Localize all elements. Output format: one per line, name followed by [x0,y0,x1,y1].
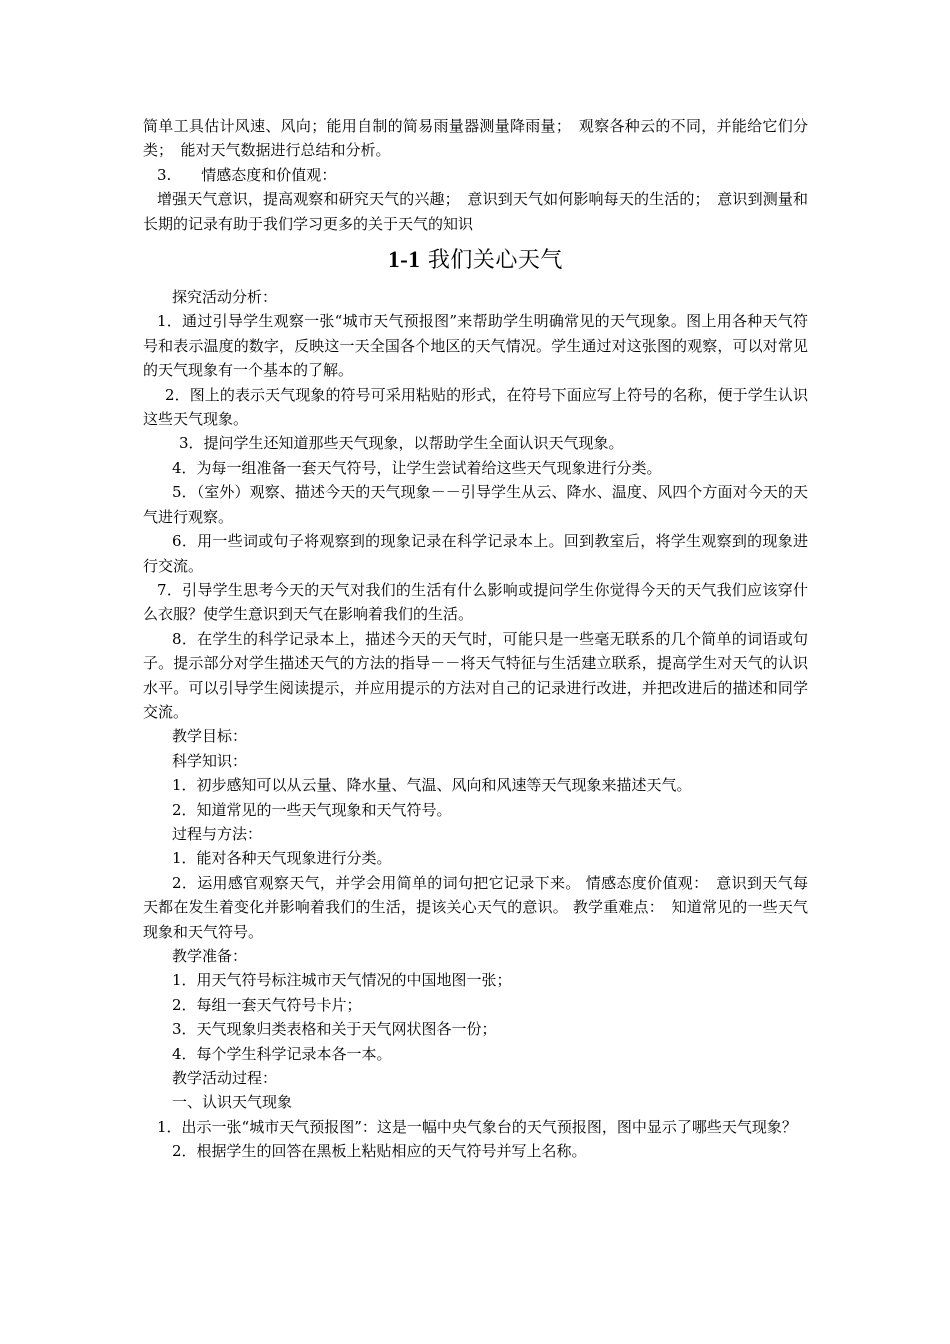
section-title [143,242,808,279]
prep-item: 4．每个学生科学记录本各一本。 [172,1044,392,1063]
process-method-heading: 过程与方法： [172,824,263,843]
knowledge-item: 1．初步感知可以从云量、降水量、气温、风向和风速等天气现象来描述天气。 [172,776,692,795]
knowledge-item: 2．知道常见的一些天气现象和天气符号。 [172,800,452,819]
analysis-item: 5．（室外）观察、描述今天的天气现象－－引导学生从云、降水、温度、风四个方面对今天的天气进行观察。 [143,483,808,526]
analysis-item: 6．用一些词或句子将观察到的现象记录在科学记录本上。回到教室后，将学生观察到的现象进行交流。 [143,532,808,575]
intro-item-3: 3. 情感态度和价值观： [157,165,337,184]
analysis-heading: 探究活动分析： [172,288,278,307]
activity-heading: 教学活动过程： [172,1069,278,1088]
prep-item: 2．每组一套天气符号卡片； [172,995,362,1014]
analysis-item: 1．通过引导学生观察一张“城市天气预报图”来帮助学生明确常见的天气现象。图上用各种天气符号和表示温度的数字，反映这一天全国各个地区的天气情况。学生通过对这张图的观察，可以对常见的天气现象有一个基本的了解。 [143,312,808,380]
analysis-item: 7．引导学生思考今天的天气对我们的生活有什么影响或提问学生你觉得今天的天气我们应该穿什么衣服？使学生意识到天气在影响着我们的生活。 [143,580,808,624]
knowledge-heading: 科学知识： [172,751,248,770]
section-number: 1-1 [388,247,421,273]
analysis-item: 3．提问学生还知道那些天气现象，以帮助学生全面认识天气现象。 [179,434,624,453]
process-method-item: 2．运用感官观察天气，并学会用简单的词句把它记录下来。 情感态度价值观： 意识到天气每天都在发生着变化并影响着我们的生活，提该关心天气的意识。 教学重难点： 知道常见的一些天气现象和天气符号。 [143,873,808,941]
prep-item: 3．天气现象归类表格和关于天气网状图各一份； [172,1020,497,1039]
activity-item: 1．出示一张“城市天气预报图”：这是一幅中央气象台的天气预报图，图中显示了哪些天气现象？ [157,1117,797,1136]
process-method-item: 1．能对各种天气现象进行分类。 [172,849,392,868]
goals-heading: 教学目标： [172,727,248,746]
intro-attitude-paragraph: 增强天气意识，提高观察和研究天气的兴趣； 意识到天气如何影响每天的生活的； 意识到测量和长期的记录有助于我们学习更多的关于天气的知识 [143,190,808,233]
section-title-text: 我们关心天气 [427,248,563,274]
activity-item: 2．根据学生的回答在黑板上粘贴相应的天气符号并写上名称。 [172,1142,587,1161]
prep-item: 1．用天气符号标注城市天气情况的中国地图一张； [172,971,512,990]
analysis-item: 8．在学生的科学记录本上，描述今天的天气时，可能只是一些毫无联系的几个简单的词语或句子。提示部分对学生描述天气的方法的指导－－将天气特征与生活建立联系，提高学生对天气的认识水平。可以引导学生阅读提示，并应用提示的方法对自己的记录进行改进，并把改进后的描述和同学交流。 [143,629,808,721]
prep-heading: 教学准备： [172,947,248,965]
intro-skills-paragraph: 简单工具估计风速、风向；能用自制的简易雨量器测量降雨量； 观察各种云的不同，并能给它们分类； 能对天气数据进行总结和分析。 [143,117,808,160]
activity-part-1: 一、认识天气现象 [172,1093,293,1112]
analysis-item: 4．为每一组准备一套天气符号，让学生尝试着给这些天气现象进行分类。 [172,458,662,477]
text-column [143,114,808,1164]
analysis-item: 2．图上的表示天气现象的符号可采用粘贴的形式，在符号下面应写上符号的名称，便于学生认识这些天气现象。 [143,385,808,429]
